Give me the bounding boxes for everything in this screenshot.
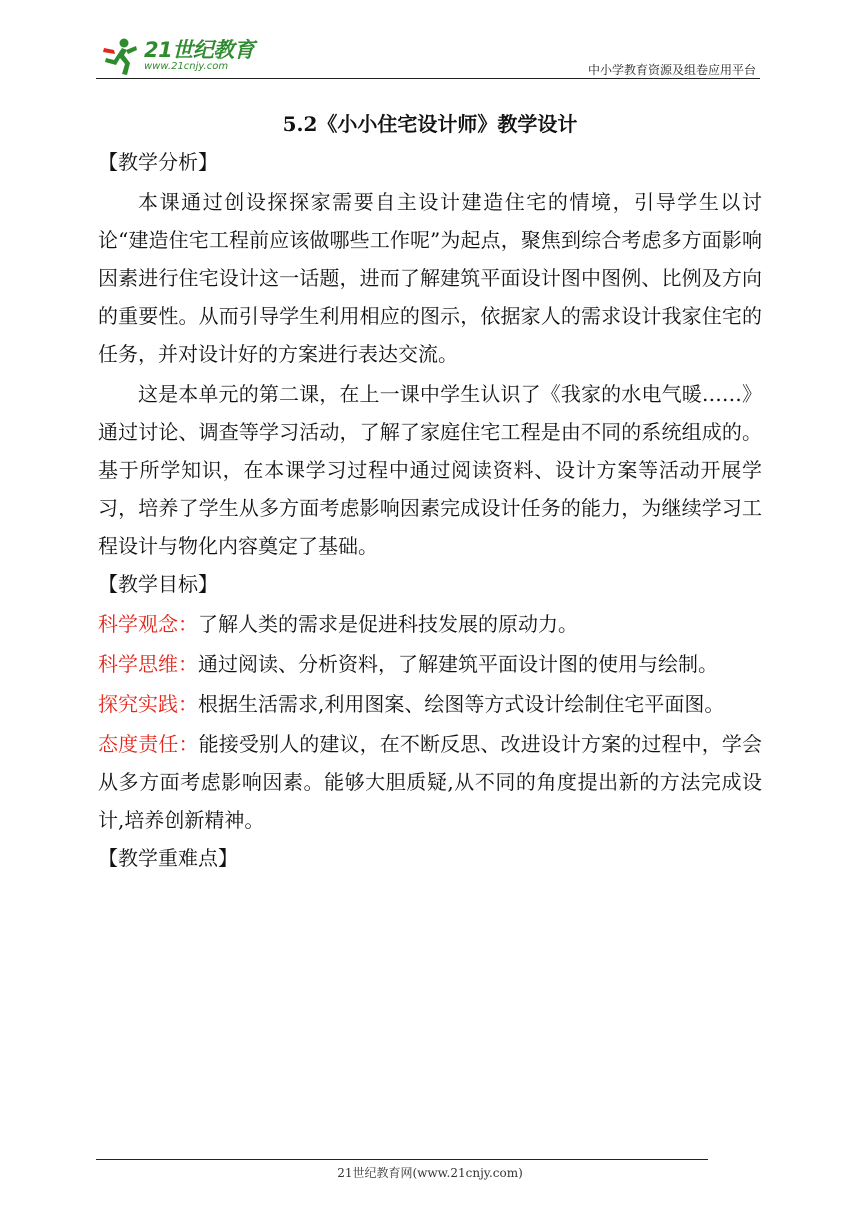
document-title: 5.2《小小住宅设计师》教学设计 — [282, 112, 578, 136]
section-heading-goals: 【教学目标】 — [98, 572, 218, 596]
logo-main-text: 21世纪教育 — [144, 38, 255, 62]
section-heading-key-points: 【教学重难点】 — [98, 846, 238, 870]
goal-label: 探究实践： — [98, 692, 198, 716]
logo-url-text: www.21cnjy.com — [144, 61, 229, 72]
goal-item-science-thinking — [98, 645, 762, 683]
goal-text: 了解人类的需求是促进科技发展的原动力。 — [198, 612, 578, 636]
platform-label: 中小学教育资源及组卷应用平台 — [587, 63, 756, 77]
footer-divider — [96, 1159, 708, 1160]
goal-label: 科学思维： — [98, 652, 198, 676]
goal-text: 根据生活需求,利用图案、绘图等方式设计绘制住宅平面图。 — [198, 692, 725, 716]
goal-label: 态度责任： — [98, 732, 199, 756]
page-footer[interactable]: 21世纪教育网(www.21cnjy.com) — [337, 1166, 523, 1180]
goal-item-inquiry-practice — [98, 685, 762, 723]
paragraph-analysis-1: 本课通过创设探探家需要自主设计建造住宅的情境，引导学生以讨论“建造住宅工程前应该做哪些工作呢”为起点，聚焦到综合考虑多方面影响因素进行住宅设计这一话题，进而了解建筑平面设计图中图例、比例及方向的重要性。从而引导学生利用相应的图示，依据家人的需求设计我家住宅的任务，并对设计好的方案进行表达交流。 — [98, 190, 762, 366]
goal-text: 能接受别人的建议，在不断反思、改进设计方案的过程中，学会从多方面考虑影响因素。能够大胆质疑,从不同的角度提出新的方法完成设计,培养创新精神。 — [98, 732, 762, 832]
goal-item-attitude-responsibility — [98, 725, 762, 839]
header-divider — [96, 78, 760, 79]
document-body — [98, 100, 762, 877]
site-logo[interactable] — [96, 34, 254, 78]
goal-text: 通过阅读、分析资料，了解建筑平面设计图的使用与绘制。 — [198, 652, 718, 676]
page-header — [96, 28, 760, 84]
goal-item-science-concept — [98, 605, 762, 643]
goal-label: 科学观念： — [98, 612, 198, 636]
paragraph-analysis-2: 这是本单元的第二课，在上一课中学生认识了《我家的水电气暖……》通过讨论、调查等学习活动，了解了家庭住宅工程是由不同的系统组成的。基于所学知识，在本课学习过程中通过阅读资料、设计方案等活动开展学习，培养了学生从多方面考虑影响因素完成设计任务的能力，为继续学习工程设计与物化内容奠定了基础。 — [98, 382, 762, 558]
running-figure-icon — [96, 34, 140, 78]
section-heading-analysis: 【教学分析】 — [98, 150, 218, 174]
